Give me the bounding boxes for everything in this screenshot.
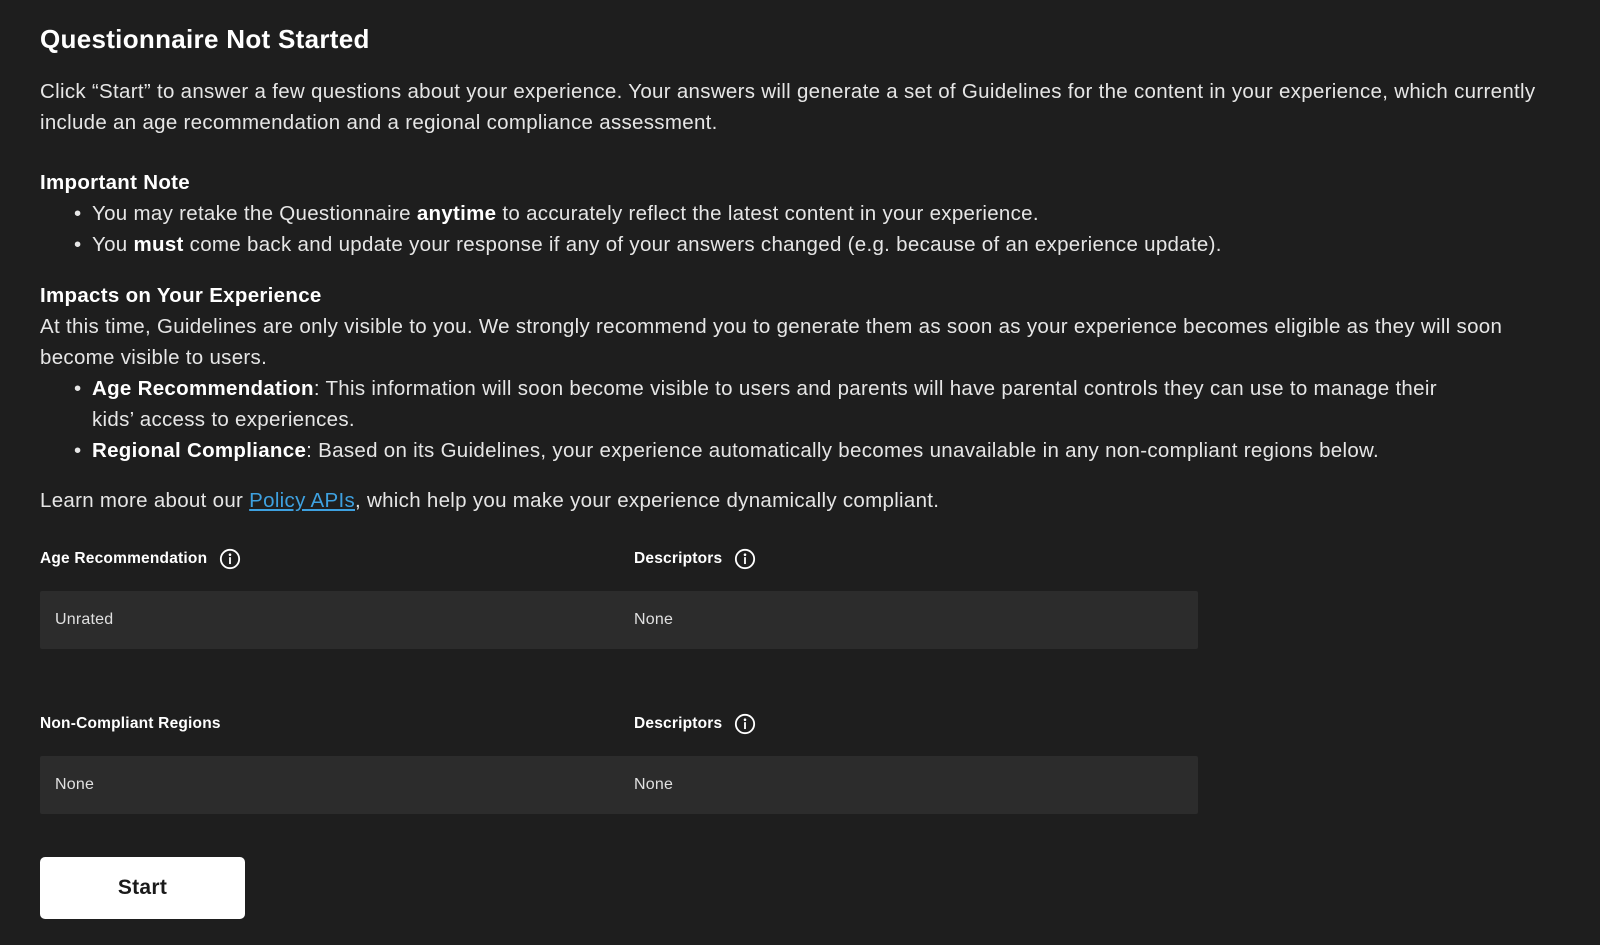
item-emphasis: anytime xyxy=(416,202,497,225)
policy-apis-link[interactable]: Policy APIs xyxy=(249,489,355,512)
header-label: Descriptors xyxy=(634,550,723,567)
learn-more-pre: Learn more about our xyxy=(40,489,250,512)
header-label: Age Recommendation xyxy=(40,550,208,567)
impacts-heading: Impacts on Your Experience xyxy=(40,284,322,307)
info-icon[interactable] xyxy=(734,548,756,570)
info-icon[interactable] xyxy=(734,713,756,735)
list-item xyxy=(92,435,1560,466)
intro-text: Click “Start” to answer a few questions about your experience. Your answers will generate a set of Guidelines for the content in your experience, which currently include an age recommendation and a regional compliance assessment. xyxy=(40,80,1536,134)
header-label: Non-Compliant Regions xyxy=(40,715,221,732)
age-recommendation-value: Unrated xyxy=(55,611,114,628)
header-label: Descriptors xyxy=(634,715,723,732)
descriptors-header xyxy=(634,710,756,738)
item-text: come back and update your response if any of your answers changed (e.g. because of an experience update). xyxy=(183,233,1222,256)
age-recommendation-header xyxy=(40,545,241,573)
info-icon[interactable] xyxy=(219,548,241,570)
descriptors-header xyxy=(634,545,756,573)
important-note-heading: Important Note xyxy=(40,171,190,194)
item-emphasis: must xyxy=(133,233,184,256)
item-emphasis: Age Recommendation xyxy=(92,377,314,400)
non-compliant-regions-table xyxy=(40,710,1198,814)
non-compliant-regions-header xyxy=(40,710,221,738)
table-row xyxy=(40,591,1198,649)
learn-more-post: , which help you make your experience dynamically compliant. xyxy=(355,489,940,512)
item-text: : Based on its Guidelines, your experience automatically becomes unavailable in any non-compliant regions below. xyxy=(306,439,1380,462)
descriptors-value: None xyxy=(634,776,674,793)
item-text: to accurately reflect the latest content in your experience. xyxy=(496,202,1039,225)
age-recommendation-table xyxy=(40,545,1198,649)
item-text: You xyxy=(92,233,134,256)
list-item xyxy=(92,198,1560,229)
table-row xyxy=(40,756,1198,814)
important-note-section xyxy=(40,167,1560,260)
start-button[interactable]: Start xyxy=(40,857,245,919)
impacts-section xyxy=(40,280,1560,466)
important-note-list xyxy=(40,198,1560,260)
item-text: : This information will soon become visible to users and parents will have parental controls they can use to manage their kids’ access to experiences. xyxy=(92,377,1437,431)
table-header xyxy=(40,545,1198,573)
table-header xyxy=(40,710,1198,738)
page-title: Questionnaire Not Started xyxy=(40,24,370,54)
impacts-list xyxy=(40,373,1560,466)
item-text: You may retake the Questionnaire xyxy=(92,202,417,225)
list-item xyxy=(92,229,1560,260)
item-emphasis: Regional Compliance xyxy=(92,439,307,462)
non-compliant-regions-value: None xyxy=(55,776,95,793)
descriptors-value: None xyxy=(634,611,674,628)
impacts-text: At this time, Guidelines are only visible to you. We strongly recommend you to generate them as soon as your experience becomes eligible as they will soon become visible to users. xyxy=(40,315,1503,369)
list-item xyxy=(92,373,1472,435)
learn-more-text xyxy=(40,485,1560,516)
